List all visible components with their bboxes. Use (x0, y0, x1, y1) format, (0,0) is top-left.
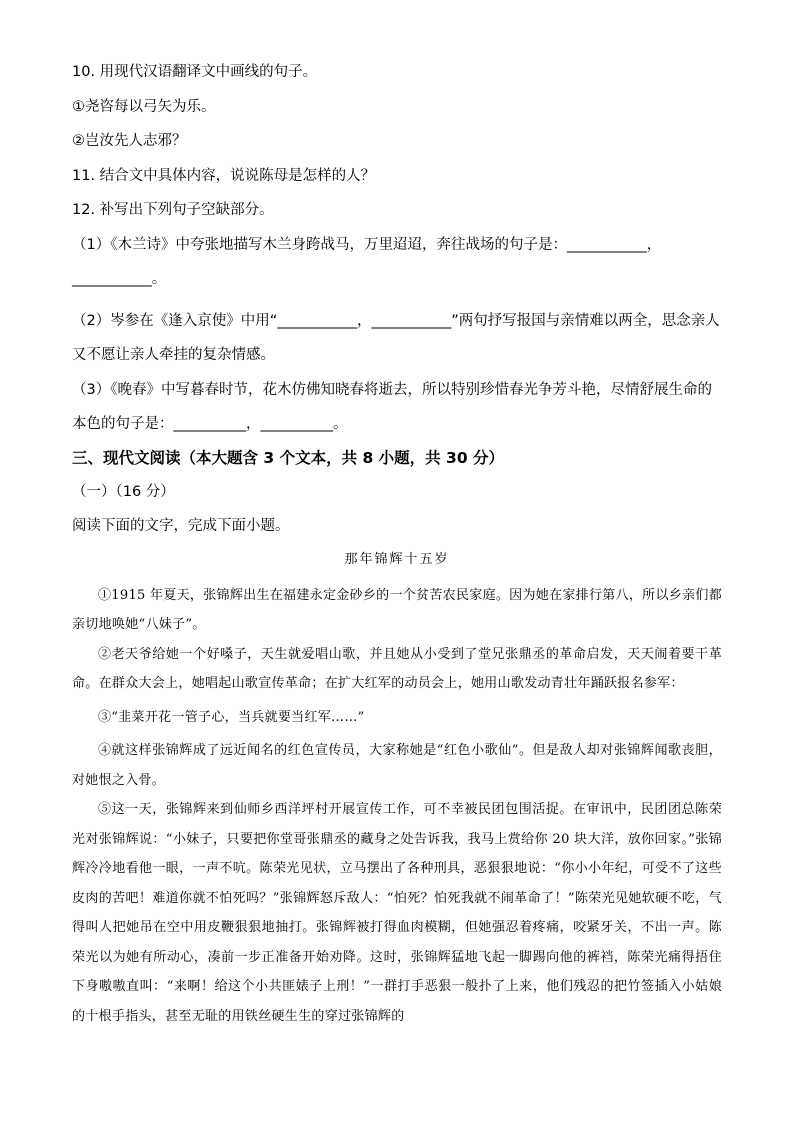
article-title: 那年锦辉十五岁 (344, 551, 450, 567)
exam-page (72, 62, 722, 1031)
section-3-heading: 三、现代文阅读（本大题含 3 个文本，共 8 小题，共 30 分） (72, 448, 505, 467)
article-paragraph-3: ③“韭菜开花一管子心，当兵就要当红军……” (98, 709, 365, 725)
article-paragraph-4: ④就这样张锦辉成了远近闻名的红色宣传员，大家称她是“红色小歌仙”。但是敌人却对张锦辉闻歌丧胆，对她恨之入骨。 (72, 743, 722, 788)
section-3-part-1: （一）（16 分） (72, 483, 175, 500)
question-12-part-3: （3）《晚春》中写暮春时节，花木仿佛知晓春将逝去，所以特别珍惜春光争芳斗艳，尽情舒展生命的本色的句子是：__________，__________。 (72, 381, 712, 432)
question-12-part-1-line-1: （1）《木兰诗》中夸张地描写木兰身跨战马，万里迢迢，奔往战场的句子是：___________， (72, 236, 662, 253)
reading-instruction: 阅读下面的文字，完成下面小题。 (72, 517, 290, 534)
question-10: 10. 用现代汉语翻译文中画线的句子。 (72, 64, 318, 80)
question-11: 11. 结合文中具体内容，说说陈母是怎样的人？ (72, 167, 376, 184)
question-10-sentence-2: ②岂汝先人志邪？ (72, 133, 187, 149)
question-12-part-1-line-2: ___________。 (72, 271, 167, 287)
article-paragraph-1: ①1915 年夏天，张锦辉出生在福建永定金砂乡的一个贫苦农民家庭。因为她在家排行第八，所以乡亲们都亲切地唤她“八妹子”。 (72, 587, 722, 632)
question-12-part-2: （2）岑参在《逢入京使》中用“___________，___________”两句抒写报国与亲情难以两全，思念亲人又不愿让亲人牵挂的复杂情感。 (72, 312, 720, 363)
question-10-sentence-1: ①尧咨每以弓矢为乐。 (72, 98, 216, 115)
article-paragraph-2: ②老天爷给她一个好嗓子，天生就爱唱山歌，并且她从小受到了堂兄张鼎丞的革命启发，天天闹着要干革命。在群众大会上，她唱起山歌宣传革命；在扩大红军的动员会上，她用山歌发动青壮年踊跃报名参军： (72, 646, 722, 691)
question-12: 12. 补写出下列句子空缺部分。 (72, 202, 274, 218)
article-paragraph-5: ⑤这一天，张锦辉来到仙师乡西洋坪村开展宣传工作，可不幸被民团包围活捉。在审讯中，民团团总陈荣光对张锦辉说：“小妹子，只要把你堂哥张鼎丞的藏身之处告诉我，我马上赏给你 20 块大洋，放你回家。”张锦辉冷冷地看他一眼，一声不吭。陈荣光见状，立马摆出了各种刑具，恶狠狠地说：“你小小年纪，可受不了这些皮肉的苦吧！难道你就不怕死吗？”张锦辉怒斥敌人：“怕死？怕死我就不闹革命了！”陈荣光见她软硬不吃，气得叫人把她吊在空中用皮鞭狠狠地抽打。张锦辉被打得血肉模糊，但她强忍着疼痛，咬紧牙关，不出一声。陈荣光以为她有所动心，凑前一步正准备开始劝降。这时，张锦辉猛地飞起一脚踢向他的裤裆，陈荣光痛得捂住下身嗷嗷直叫：“来啊！给这个小共匪婊子上刑！”一群打手恶狠一般扑了上来，他们残忍的把竹签插入小姑娘的十根手指头，甚至无耻的用铁丝硬生生的穿过张锦辉的 (72, 802, 722, 1024)
article-body (72, 581, 722, 1032)
